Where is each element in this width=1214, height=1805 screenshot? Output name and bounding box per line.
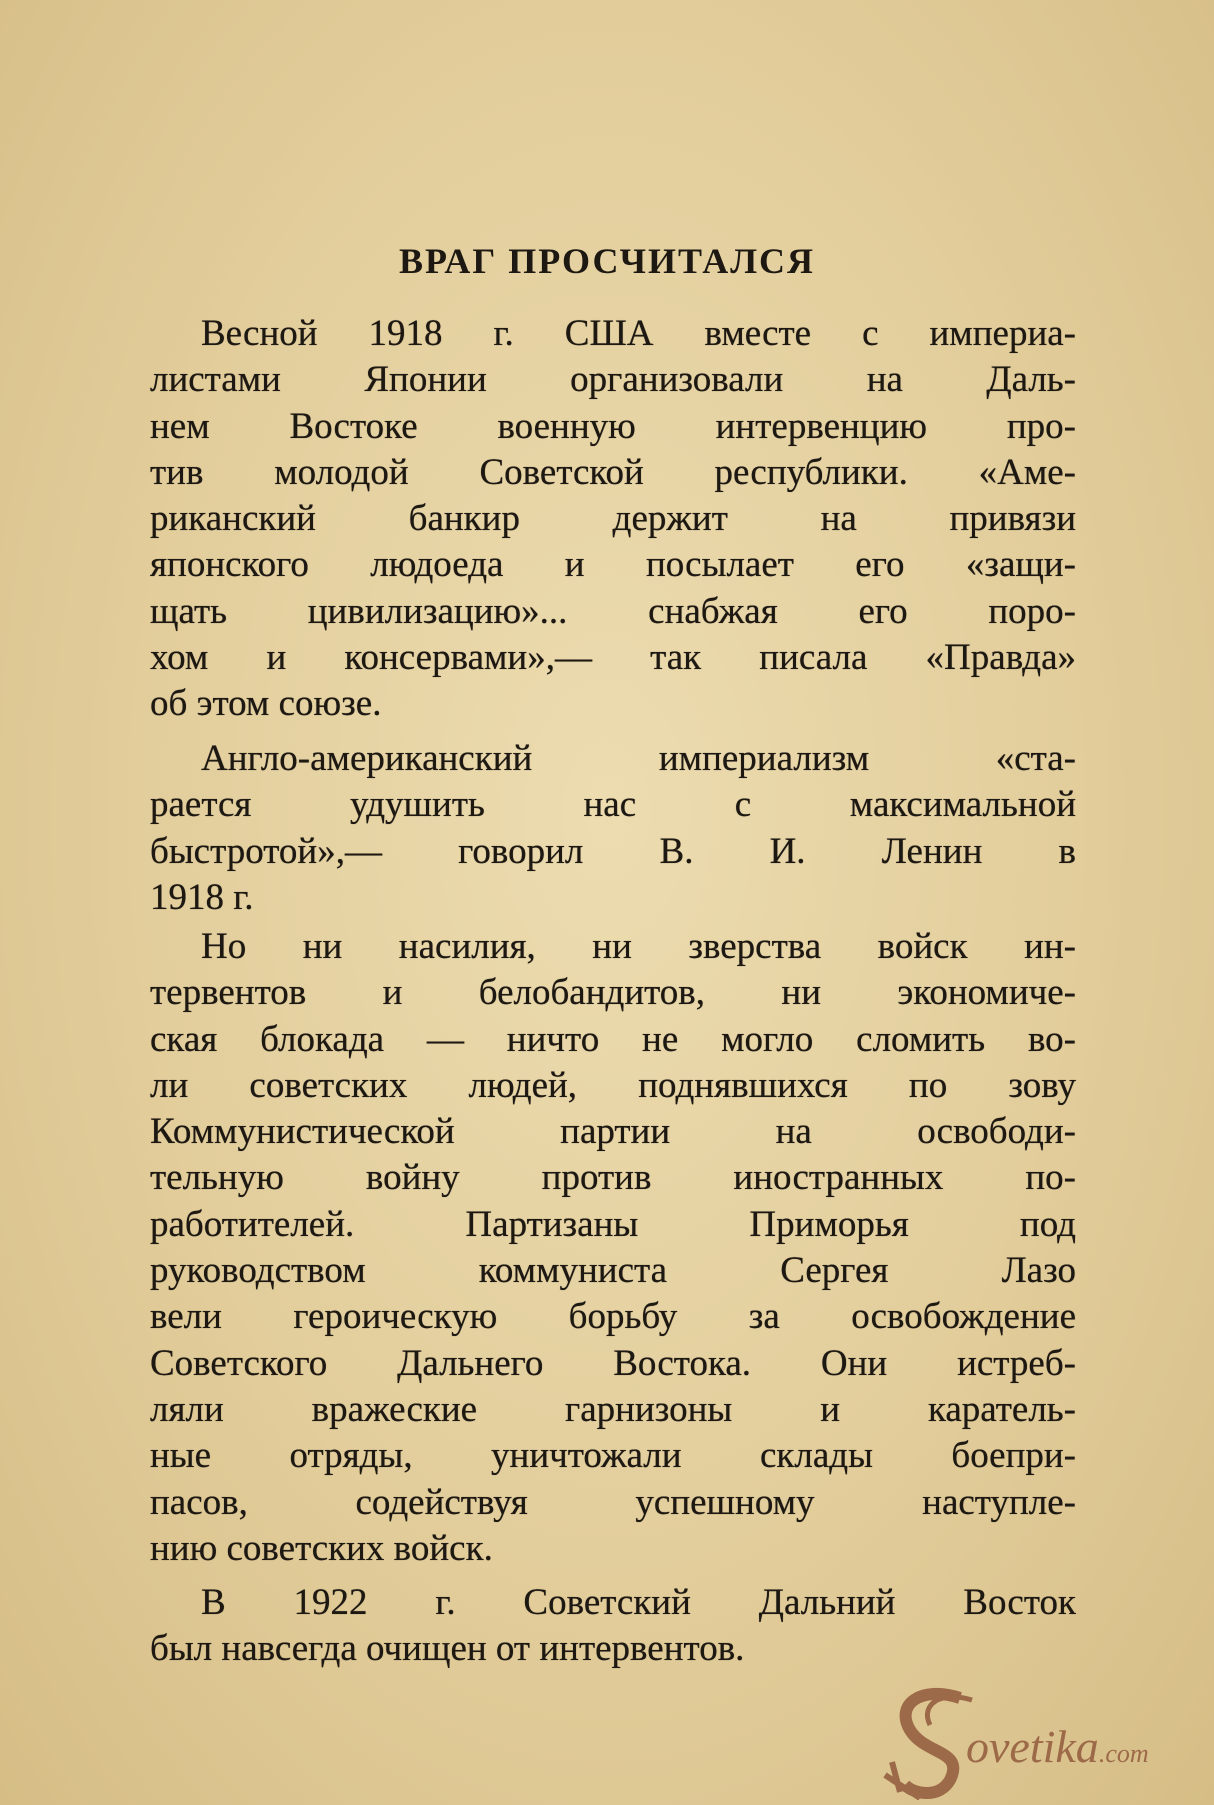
- text-line: вели героическую борьбу за освобождение: [150, 1296, 1076, 1338]
- text-line: ли советских людей, поднявшихся по зову: [150, 1064, 1076, 1106]
- text-line: нию советских войск.: [150, 1527, 493, 1569]
- paragraph-1: [150, 311, 1076, 728]
- paragraph-3: [150, 924, 1076, 1572]
- text-line: рается удушить нас с максимальной: [150, 784, 1076, 826]
- text-line: Англо-американский империализм «ста-: [201, 738, 1076, 779]
- sovetika-watermark: [880, 1680, 1210, 1800]
- text-line: руководством коммуниста Сергея Лазо: [150, 1250, 1076, 1292]
- paragraph-2: [150, 736, 1076, 921]
- text-line: Коммунистической партии на освободи-: [150, 1111, 1076, 1153]
- text-line: щать цивилизацию»... снабжая его поро-: [150, 590, 1076, 632]
- text-line: Весной 1918 г. США вместе с империа-: [201, 313, 1076, 354]
- text-line: Советского Дальнего Востока. Они истреб-: [150, 1342, 1076, 1384]
- text-line: хом и консервами»,— так писала «Правда»: [150, 637, 1076, 679]
- text-line: работителей. Партизаны Приморья под: [150, 1203, 1076, 1245]
- text-line: пасов, содействуя успешному наступле-: [150, 1481, 1076, 1523]
- text-line: В 1922 г. Советский Дальний Восток: [201, 1582, 1076, 1623]
- watermark-suffix: .com: [1098, 1739, 1149, 1768]
- text-line: быстротой»,— говорил В. И. Ленин в: [150, 830, 1076, 872]
- text-line: листами Японии организовали на Даль-: [150, 359, 1076, 401]
- text-line: тельную войну против иностранных по-: [150, 1157, 1076, 1199]
- text-line: об этом союзе.: [150, 683, 382, 725]
- text-line: ская блокада — ничто не могло сломить во-: [150, 1018, 1076, 1060]
- text-line: тервентов и белобандитов, ни экономиче-: [150, 972, 1076, 1014]
- text-line: тив молодой Советской республики. «Аме-: [150, 451, 1076, 493]
- text-line: Но ни насилия, ни зверства войск ин-: [201, 926, 1076, 967]
- text-line: 1918 г.: [150, 876, 254, 918]
- text-line: ляли вражеские гарнизоны и каратель-: [150, 1388, 1076, 1430]
- text-line: был навсегда очищен от интервентов.: [150, 1628, 745, 1670]
- watermark-name: ovetika: [966, 1721, 1099, 1772]
- paragraph-4: [150, 1580, 1076, 1673]
- text-line: ные отряды, уничтожали склады боепри-: [150, 1435, 1076, 1477]
- text-line: риканский банкир держит на привязи: [150, 498, 1076, 540]
- text-line: японского людоеда и посылает его «защи-: [150, 544, 1076, 586]
- page-title: ВРАГ ПРОСЧИТАЛСЯ: [398, 241, 816, 281]
- text-line: нем Востоке военную интервенцию про-: [150, 405, 1076, 447]
